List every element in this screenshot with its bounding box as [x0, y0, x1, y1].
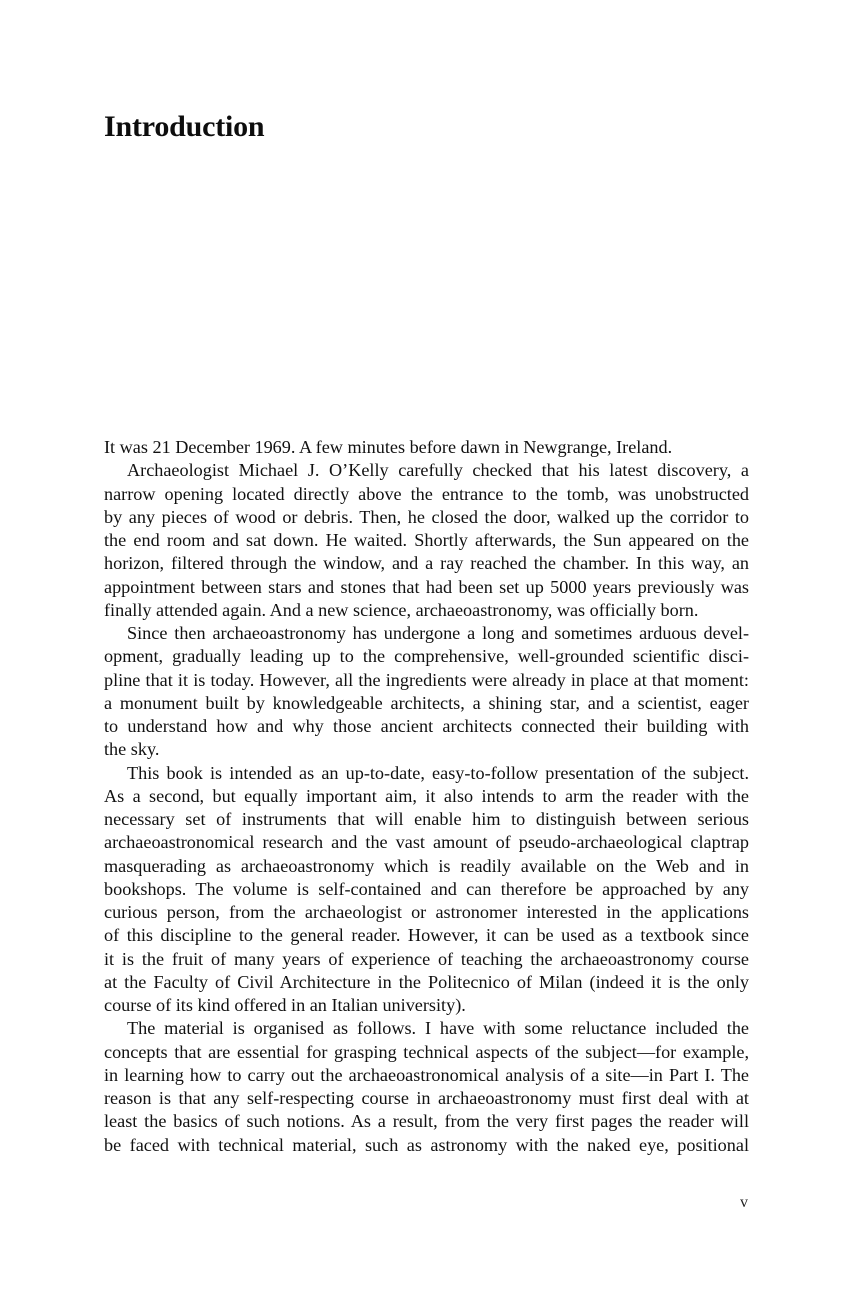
- text-line: Since then archaeoastronomy has undergone a long and sometimes arduous devel-: [127, 623, 749, 643]
- text-line: curious person, from the archaeologist or astronomer interested in the applications: [104, 902, 749, 922]
- text-line: it is the fruit of many years of experience of teaching the archaeoastronomy course: [104, 948, 749, 969]
- text-line: a monument built by knowledgeable architects, a shining star, and a scientist, eager: [104, 692, 749, 713]
- text-line: at the Faculty of Civil Architecture in the Politecnico of Milan (indeed it is the only: [104, 971, 749, 992]
- paragraph-5: [104, 1017, 749, 1157]
- text-line: horizon, filtered through the window, and a ray reached the chamber. In this way, an: [104, 553, 749, 574]
- paragraph-3: [104, 622, 749, 762]
- text-line: the end room and sat down. He waited. Shortly afterwards, the Sun appeared on the: [104, 530, 749, 550]
- paragraph-1: [104, 436, 749, 459]
- text-line: be faced with technical material, such as astronomy with the naked eye, positional: [104, 1134, 749, 1155]
- text-line: least the basics of such notions. As a result, from the very first pages the reader will: [104, 1111, 749, 1132]
- text-line: necessary set of instruments that will enable him to distinguish between serious: [104, 809, 749, 829]
- text-line: narrow opening located directly above the entrance to the tomb, was unobstructed: [104, 483, 749, 504]
- text-line: the sky.: [104, 739, 160, 760]
- text-line: concepts that are essential for grasping technical aspects of the subject—for example,: [104, 1041, 749, 1062]
- text-line: to understand how and why those ancient architects connected their building with: [104, 716, 749, 736]
- chapter-title: Introduction: [104, 110, 265, 143]
- paragraph-4: [104, 762, 749, 1018]
- text-line: finally attended again. And a new science, archaeoastronomy, was officially born.: [104, 599, 699, 620]
- text-line: reason is that any self-respecting course in archaeoastronomy must first deal with at: [104, 1088, 749, 1108]
- text-line: opment, gradually leading up to the comprehensive, well-grounded scientific disci-: [104, 646, 749, 667]
- text-line: pline that it is today. However, all the ingredients were already in place at that moment:: [104, 669, 749, 690]
- text-line: appointment between stars and stones that had been set up 5000 years previously was: [104, 576, 749, 597]
- text-line: of this discipline to the general reader. However, it can be used as a textbook since: [104, 925, 749, 946]
- text-line: course of its kind offered in an Italian university).: [104, 995, 466, 1015]
- paragraph-2: [104, 459, 749, 622]
- text-line: masquerading as archaeoastronomy which is readily available on the Web and in: [104, 855, 749, 876]
- page-number: v: [740, 1194, 748, 1211]
- text-line: bookshops. The volume is self-contained and can therefore be approached by any: [104, 878, 749, 899]
- text-line: It was 21 December 1969. A few minutes before dawn in Newgrange, Ireland.: [104, 437, 673, 457]
- text-line: As a second, but equally important aim, it also intends to arm the reader with the: [104, 785, 749, 806]
- text-line: The material is organised as follows. I have with some reluctance included the: [127, 1018, 749, 1039]
- text-line: by any pieces of wood or debris. Then, he closed the door, walked up the corridor to: [104, 506, 749, 527]
- text-line: This book is intended as an up-to-date, easy-to-follow presentation of the subject.: [127, 762, 749, 783]
- text-line: archaeoastronomical research and the vast amount of pseudo-archaeological claptrap: [104, 832, 749, 853]
- chapter-body: [104, 436, 749, 1157]
- text-line: Archaeologist Michael J. O’Kelly carefully checked that his latest discovery, a: [127, 460, 749, 481]
- text-line: in learning how to carry out the archaeoastronomical analysis of a site—in Part I. The: [104, 1064, 749, 1085]
